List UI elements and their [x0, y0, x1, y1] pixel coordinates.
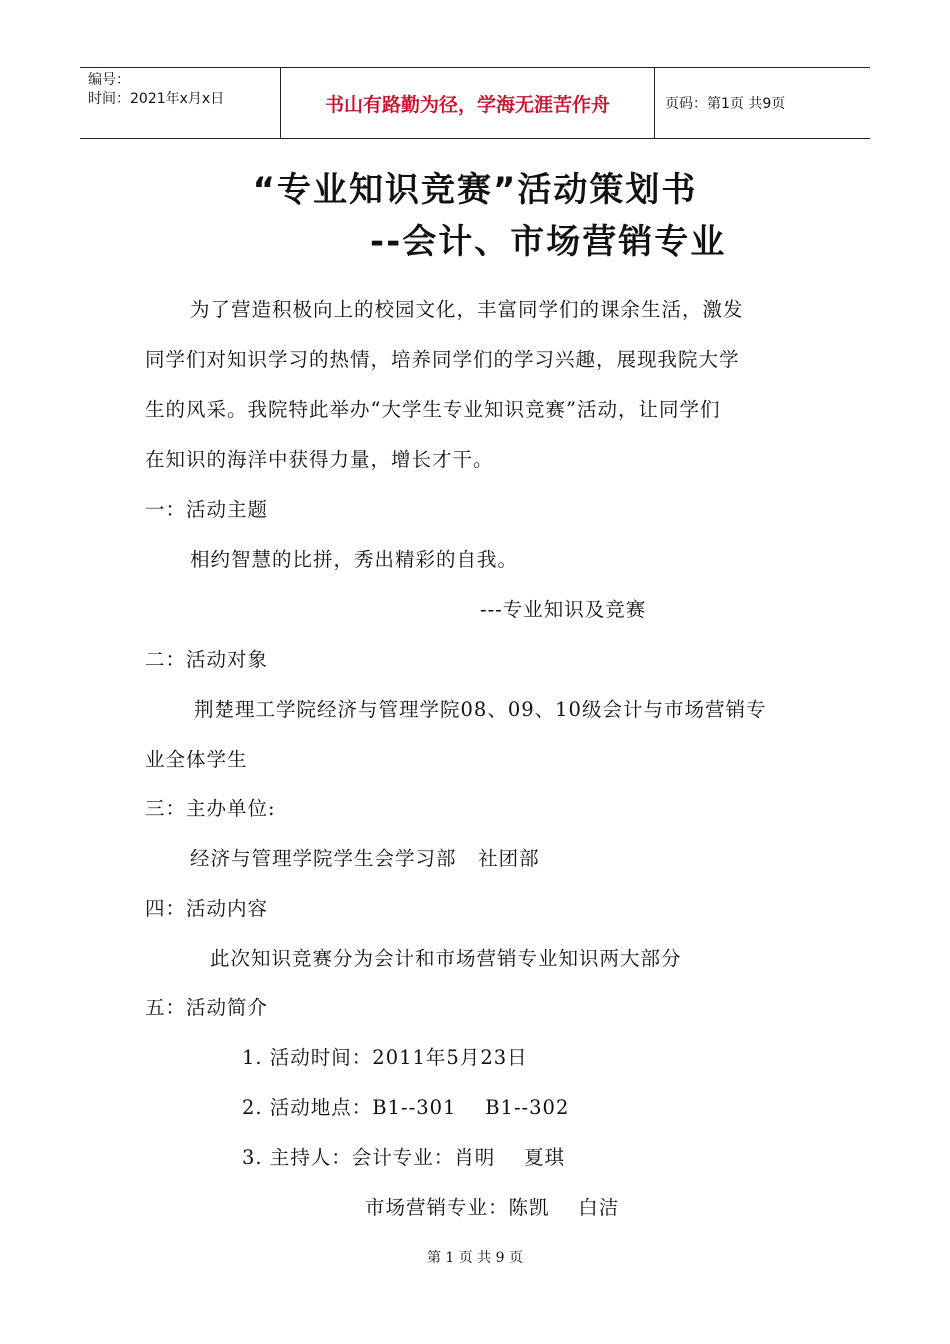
- document-time-label: 时间：2021年x月x日: [88, 91, 225, 107]
- section-text: 相约智慧的比拼，秀出精彩的自我。: [190, 548, 519, 571]
- intro-line: 同学们对知识学习的热情，培养同学们的学习兴趣，展现我院大学: [145, 348, 740, 371]
- section-heading: 四：活动内容: [145, 897, 269, 920]
- document-subtitle: --会计、市场营销专业: [370, 222, 727, 262]
- intro-line: 为了营造积极向上的校园文化，丰富同学们的课余生活，激发: [190, 298, 744, 321]
- header-meta-cell: [80, 68, 280, 138]
- section-text: 此次知识竞赛分为会计和市场营销专业知识两大部分: [210, 947, 682, 970]
- list-item: 2. 活动地点：B1--301 B1--302: [242, 1096, 570, 1119]
- list-item: 市场营销专业：陈凯 白洁: [365, 1196, 620, 1219]
- section-signature: ---专业知识及竞赛: [480, 598, 647, 621]
- intro-line: 生的风采。我院特此举办“大学生专业知识竞赛”活动，让同学们: [145, 398, 721, 421]
- header-motto: 书山有路勤为径，学海无涯苦作舟: [324, 93, 610, 116]
- section-text: 业全体学生: [145, 748, 248, 771]
- list-item: 3. 主持人：会计专业：肖明 夏琪: [242, 1146, 566, 1169]
- section-heading: 三：主办单位:: [145, 797, 276, 820]
- section-text: 荆楚理工学院经济与管理学院08、09、10级会计与市场营销专: [194, 698, 767, 721]
- list-item: 1. 活动时间：2011年5月23日: [242, 1046, 528, 1069]
- section-heading: 五：活动简介: [145, 996, 269, 1019]
- document-title: “专业知识竞赛”活动策划书: [252, 170, 698, 210]
- document-header-table: [80, 67, 870, 139]
- header-page-info: 页码：第1页 共9页: [665, 96, 786, 112]
- section-heading: 二：活动对象: [145, 648, 269, 671]
- section-heading: 一：活动主题: [145, 498, 269, 521]
- page-footer: 第 1 页 共 9 页: [426, 1250, 524, 1266]
- document-number-label: 编号：: [88, 72, 130, 88]
- intro-line: 在知识的海洋中获得力量，增长才干。: [145, 448, 494, 471]
- section-text: 经济与管理学院学生会学习部 社团部: [190, 847, 540, 870]
